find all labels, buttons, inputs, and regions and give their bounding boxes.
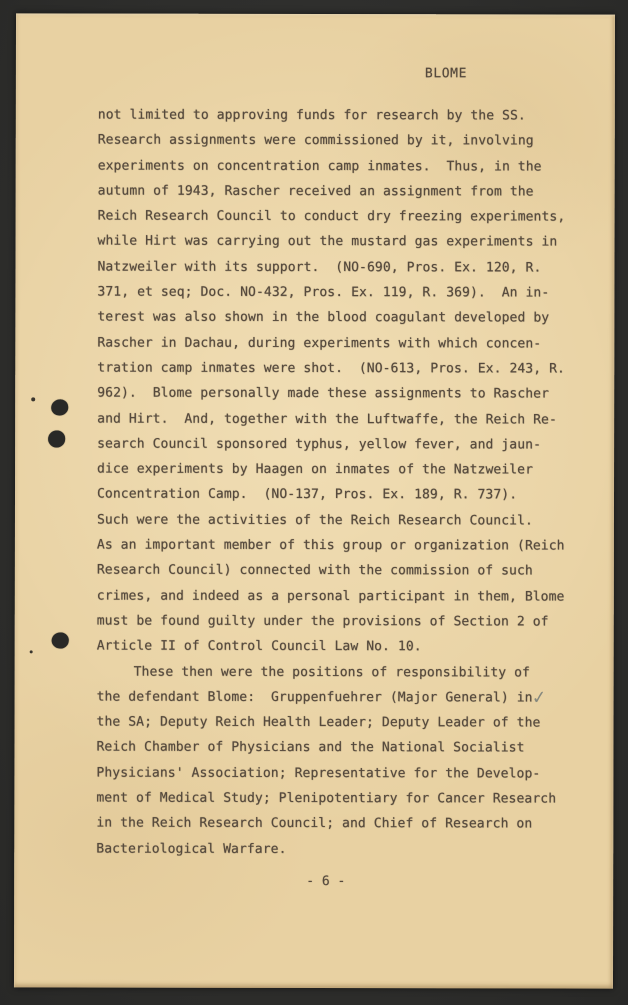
text-line: 371, et seq; Doc. NO-432, Pros. Ex. 119, R. 369). An in- [97, 284, 550, 301]
text-line: Article II of Control Council Law No. 10. [96, 638, 422, 655]
text-line: experiments on concentration camp inmates. Thus, in the [97, 158, 542, 175]
text-line: 962). Blome personally made these assignments to Rascher [97, 385, 550, 402]
text-line: ment of Medical Study; Plenipotentiary for Cancer Research [96, 790, 557, 807]
text-line: must be found guilty under the provisions of Section 2 of [96, 613, 549, 630]
text-line: crimes, and indeed as a personal participant in them, Blome [96, 588, 565, 605]
text-line: and Hirt. And, together with the Luftwaffe, the Reich Re- [97, 411, 557, 428]
text-line: dice experiments by Haagen on inmates of the Natzweiler [97, 461, 534, 478]
text-line: the SA; Deputy Reich Health Leader; Deputy Leader of the [96, 714, 541, 731]
hole-punch [48, 430, 65, 447]
pencil-checkmark-icon: ✓ [530, 686, 548, 710]
hole-punch [51, 632, 69, 649]
text-line: while Hirt was carrying out the mustard gas experiments in [97, 234, 558, 250]
text-line: These then were the positions of responsibility of [133, 664, 531, 680]
text-line: Such were the activities of the Reich Research Council. [96, 512, 533, 529]
text-line: Physicians' Association; Representative for the Develop- [96, 765, 541, 782]
text-line: Rascher in Dachau, during experiments with which concen- [97, 335, 542, 352]
hole-punch [50, 398, 69, 416]
text-line: Bacteriological Warfare. [96, 841, 287, 857]
text-line: in the Reich Research Council; and Chief of Research on [96, 815, 533, 832]
text-line: As an important member of this group or organization (Reich [96, 537, 565, 554]
text-line: Reich Chamber of Physicians and the National Socialist [96, 739, 525, 756]
text-line: Reich Research Council to conduct dry freezing experiments, [97, 208, 566, 225]
text-line: the defendant Blome: Gruppenfuehrer (Major General) in [96, 689, 533, 706]
text-line: Natzweiler with its support. (NO-690, Pros. Ex. 120, R. [97, 259, 542, 276]
text-line: Research Council) connected with the commission of such [96, 562, 533, 579]
document-page [14, 13, 615, 988]
ink-speck [30, 650, 33, 653]
page-number: - 6 - [306, 873, 346, 890]
text-line: terest was also shown in the blood coagulant developed by [97, 309, 550, 326]
ink-speck [31, 397, 35, 401]
body-text [96, 103, 573, 863]
page-header-label: BLOME [424, 66, 468, 82]
text-line: Concentration Camp. (NO-137, Pros. Ex. 189, R. 737). [96, 486, 518, 503]
text-line: Research assignments were commissioned by it, involving [97, 132, 534, 149]
text-line: tration camp inmates were shot. (NO-613, Pros. Ex. 243, R. [97, 360, 565, 377]
text-line: autumn of 1943, Rascher received an assignment from the [97, 183, 534, 200]
text-line: not limited to approving funds for research by the SS. [97, 107, 526, 124]
text-line: search Council sponsored typhus, yellow fever, and jaun- [97, 436, 542, 453]
